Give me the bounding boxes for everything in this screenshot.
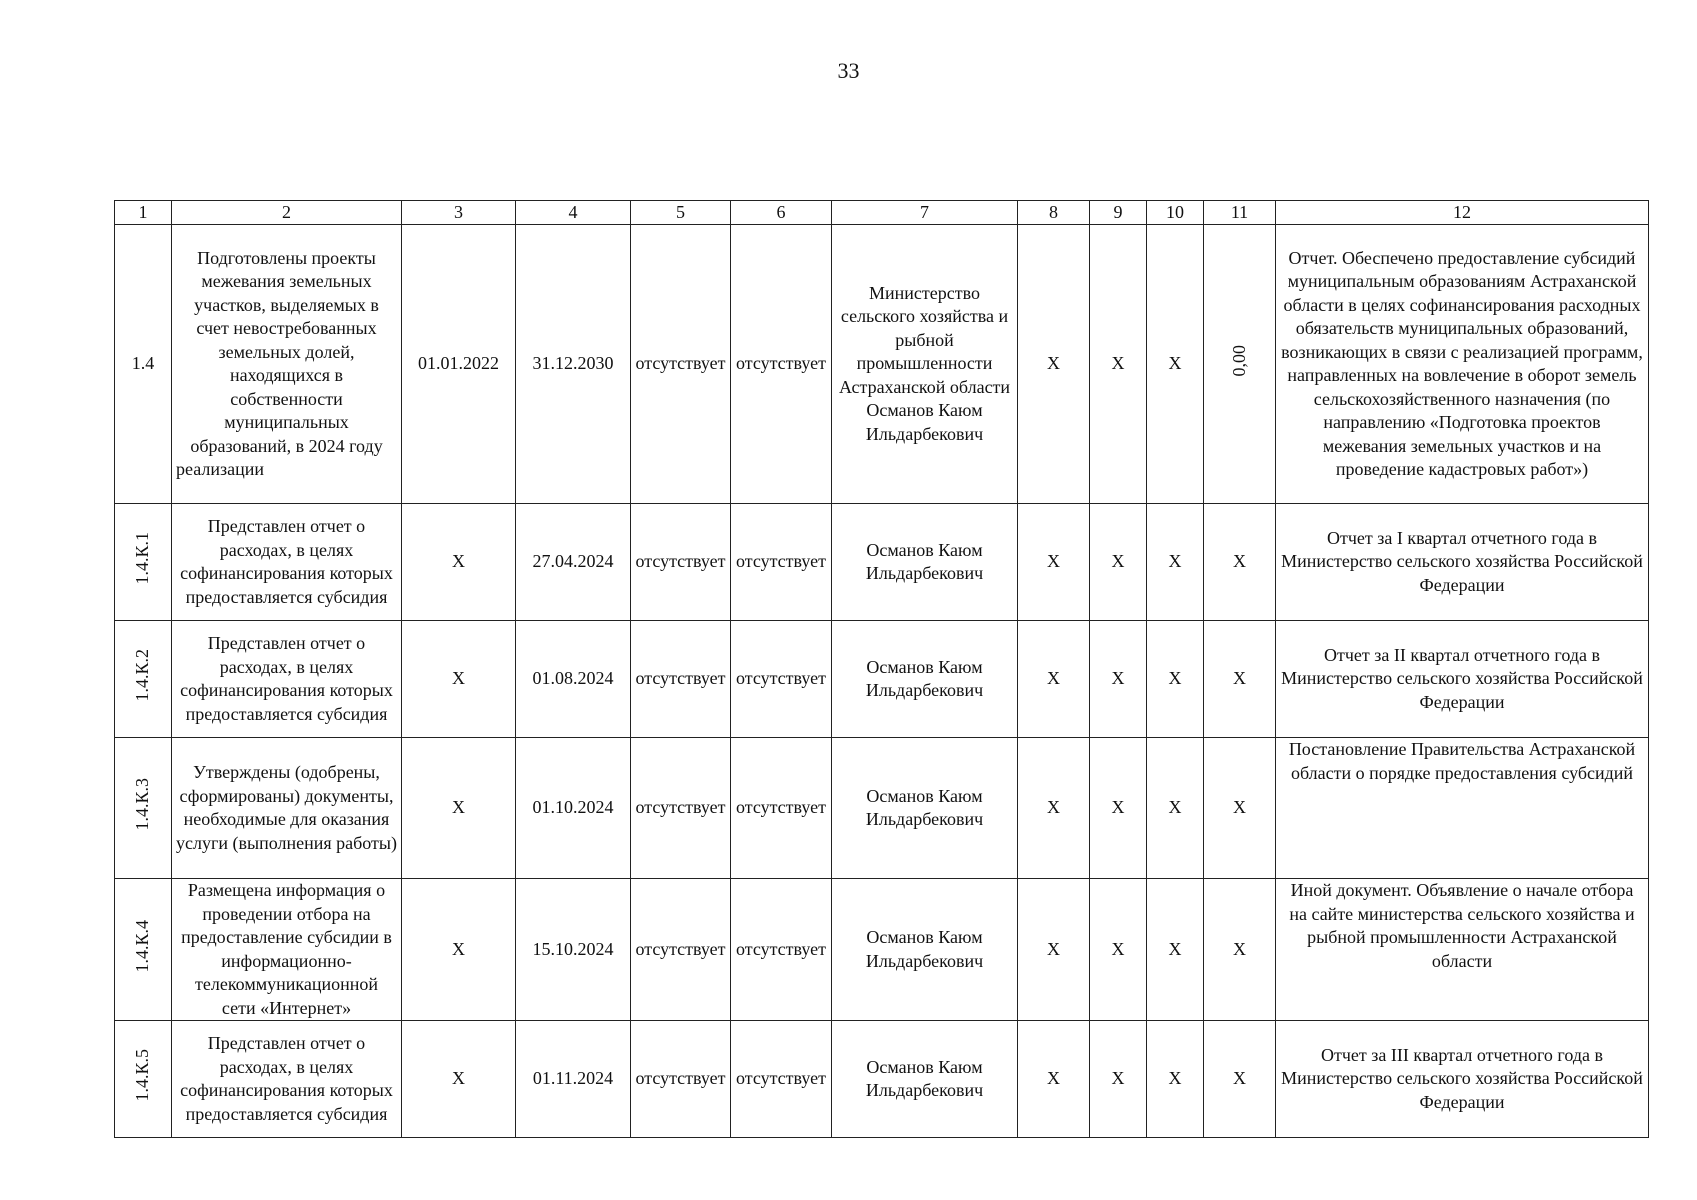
column-6-value: отсутствует (731, 1021, 832, 1138)
column-10-value: X (1147, 504, 1204, 621)
responsible-executor: Османов Каюм Ильдарбекович (832, 504, 1018, 621)
column-5-value: отсутствует (631, 738, 731, 879)
column-11-text: 0,00 (1228, 345, 1249, 377)
column-header: 7 (832, 201, 1018, 225)
column-8-value: X (1018, 504, 1090, 621)
column-9-value: X (1090, 1021, 1147, 1138)
table-row (115, 738, 1649, 879)
column-6-value: отсутствует (731, 738, 832, 879)
column-11-value: X (1204, 879, 1276, 1021)
table-row (115, 225, 1649, 504)
column-header: 9 (1090, 201, 1147, 225)
start-date: X (402, 738, 516, 879)
row-number: 1.4 (115, 225, 172, 504)
row-number-text: 1.4.К.3 (132, 778, 153, 831)
column-11-value: X (1204, 1021, 1276, 1138)
column-header: 4 (516, 201, 631, 225)
column-8-value: X (1018, 738, 1090, 879)
column-6-value: отсутствует (731, 621, 832, 738)
result-document: Отчет за III квартал отчетного года в Министерство сельского хозяйства Российской Федерации (1276, 1021, 1649, 1138)
column-header: 8 (1018, 201, 1090, 225)
result-document: Отчет за I квартал отчетного года в Министерство сельского хозяйства Российской Федерации (1276, 504, 1649, 621)
row-number (115, 504, 172, 621)
column-header: 10 (1147, 201, 1204, 225)
column-8-value: X (1018, 879, 1090, 1021)
column-5-value: отсутствует (631, 621, 731, 738)
row-number (115, 1021, 172, 1138)
row-number (115, 879, 172, 1021)
measure-name: Утверждены (одобрены, сформированы) документы, необходимые для оказания услуги (выполнения работы) (172, 738, 402, 879)
column-header: 11 (1204, 201, 1276, 225)
end-date: 01.10.2024 (516, 738, 631, 879)
table-row (115, 879, 1649, 1021)
column-9-value: X (1090, 621, 1147, 738)
responsible-executor: Османов Каюм Ильдарбекович (832, 621, 1018, 738)
table-row (115, 621, 1649, 738)
column-8-value: X (1018, 1021, 1090, 1138)
result-document: Постановление Правительства Астраханской области о порядке предоставления субсидий (1276, 738, 1649, 879)
table-row (115, 1021, 1649, 1138)
responsible-executor: Османов Каюм Ильдарбекович (832, 738, 1018, 879)
column-5-value: отсутствует (631, 1021, 731, 1138)
column-8-value: X (1018, 621, 1090, 738)
column-6-value: отсутствует (731, 504, 832, 621)
end-date: 15.10.2024 (516, 879, 631, 1021)
column-header: 3 (402, 201, 516, 225)
column-9-value: X (1090, 879, 1147, 1021)
column-11-value: X (1204, 504, 1276, 621)
column-5-value: отсутствует (631, 225, 731, 504)
responsible-executor: Османов Каюм Ильдарбекович (832, 879, 1018, 1021)
end-date: 01.11.2024 (516, 1021, 631, 1138)
row-number (115, 738, 172, 879)
column-10-value: X (1147, 225, 1204, 504)
column-11-value (1204, 225, 1276, 504)
column-8-value: X (1018, 225, 1090, 504)
column-header: 6 (731, 201, 832, 225)
start-date: X (402, 621, 516, 738)
start-date: 01.01.2022 (402, 225, 516, 504)
result-document: Отчет за II квартал отчетного года в Министерство сельского хозяйства Российской Федерации (1276, 621, 1649, 738)
end-date: 31.12.2030 (516, 225, 631, 504)
column-header: 1 (115, 201, 172, 225)
table-row (115, 504, 1649, 621)
responsible-executor: Османов Каюм Ильдарбекович (832, 1021, 1018, 1138)
result-document: Иной документ. Объявление о начале отбора на сайте министерства сельского хозяйства и рыбной промышленности Астраханской области (1276, 879, 1649, 1021)
column-10-value: X (1147, 879, 1204, 1021)
page-number: 33 (837, 58, 860, 83)
column-11-value: X (1204, 738, 1276, 879)
row-number (115, 621, 172, 738)
measure-name: Представлен отчет о расходах, в целях софинансирования которых предоставляется субсидия (172, 621, 402, 738)
row-number-text: 1.4.К.1 (132, 532, 153, 585)
start-date: X (402, 1021, 516, 1138)
column-9-value: X (1090, 738, 1147, 879)
column-6-value: отсутствует (731, 879, 832, 1021)
measure-name: Представлен отчет о расходах, в целях софинансирования которых предоставляется субсидия (172, 1021, 402, 1138)
column-9-value: X (1090, 225, 1147, 504)
column-number-header (115, 201, 1649, 225)
column-header: 2 (172, 201, 402, 225)
end-date: 01.08.2024 (516, 621, 631, 738)
result-document: Отчет. Обеспечено предоставление субсидий муниципальным образованиям Астраханской области в целях софинансирования расходных обязательств муниципальных образований, возникающих в связи с реализацией программ, направленных на вовлечение в оборот земель сельскохозяйственного назначения (по направлению «Подготовка проектов межевания земельных участков и на проведение кадастровых работ») (1276, 225, 1649, 504)
row-number-text: 1.4.К.4 (132, 919, 153, 973)
column-header: 12 (1276, 201, 1649, 225)
end-date: 27.04.2024 (516, 504, 631, 621)
measure-name: Подготовлены проекты межевания земельных участков, выделяемых в счет невостребованных земельных долей, находящихся в собственности муниципальных образований, в 2024 году реализации (172, 225, 402, 504)
column-9-value: X (1090, 504, 1147, 621)
responsible-executor: Министерство сельского хозяйства и рыбной промышленности Астраханской области Османов Каюм Ильдарбекович (832, 225, 1018, 504)
measure-name: Размещена информация о проведении отбора на предоставление субсидии в информационно-телекоммуникационной сети «Интернет» (172, 879, 402, 1021)
measure-name: Представлен отчет о расходах, в целях софинансирования которых предоставляется субсидия (172, 504, 402, 621)
row-number-text: 1.4.К.5 (132, 1049, 153, 1102)
row-number-text: 1.4.К.2 (132, 649, 153, 702)
column-5-value: отсутствует (631, 504, 731, 621)
column-11-value: X (1204, 621, 1276, 738)
column-10-value: X (1147, 1021, 1204, 1138)
column-5-value: отсутствует (631, 879, 731, 1021)
column-header: 5 (631, 201, 731, 225)
column-10-value: X (1147, 621, 1204, 738)
column-6-value: отсутствует (731, 225, 832, 504)
start-date: X (402, 504, 516, 621)
control-points-table (114, 200, 1649, 1138)
column-10-value: X (1147, 738, 1204, 879)
start-date: X (402, 879, 516, 1021)
